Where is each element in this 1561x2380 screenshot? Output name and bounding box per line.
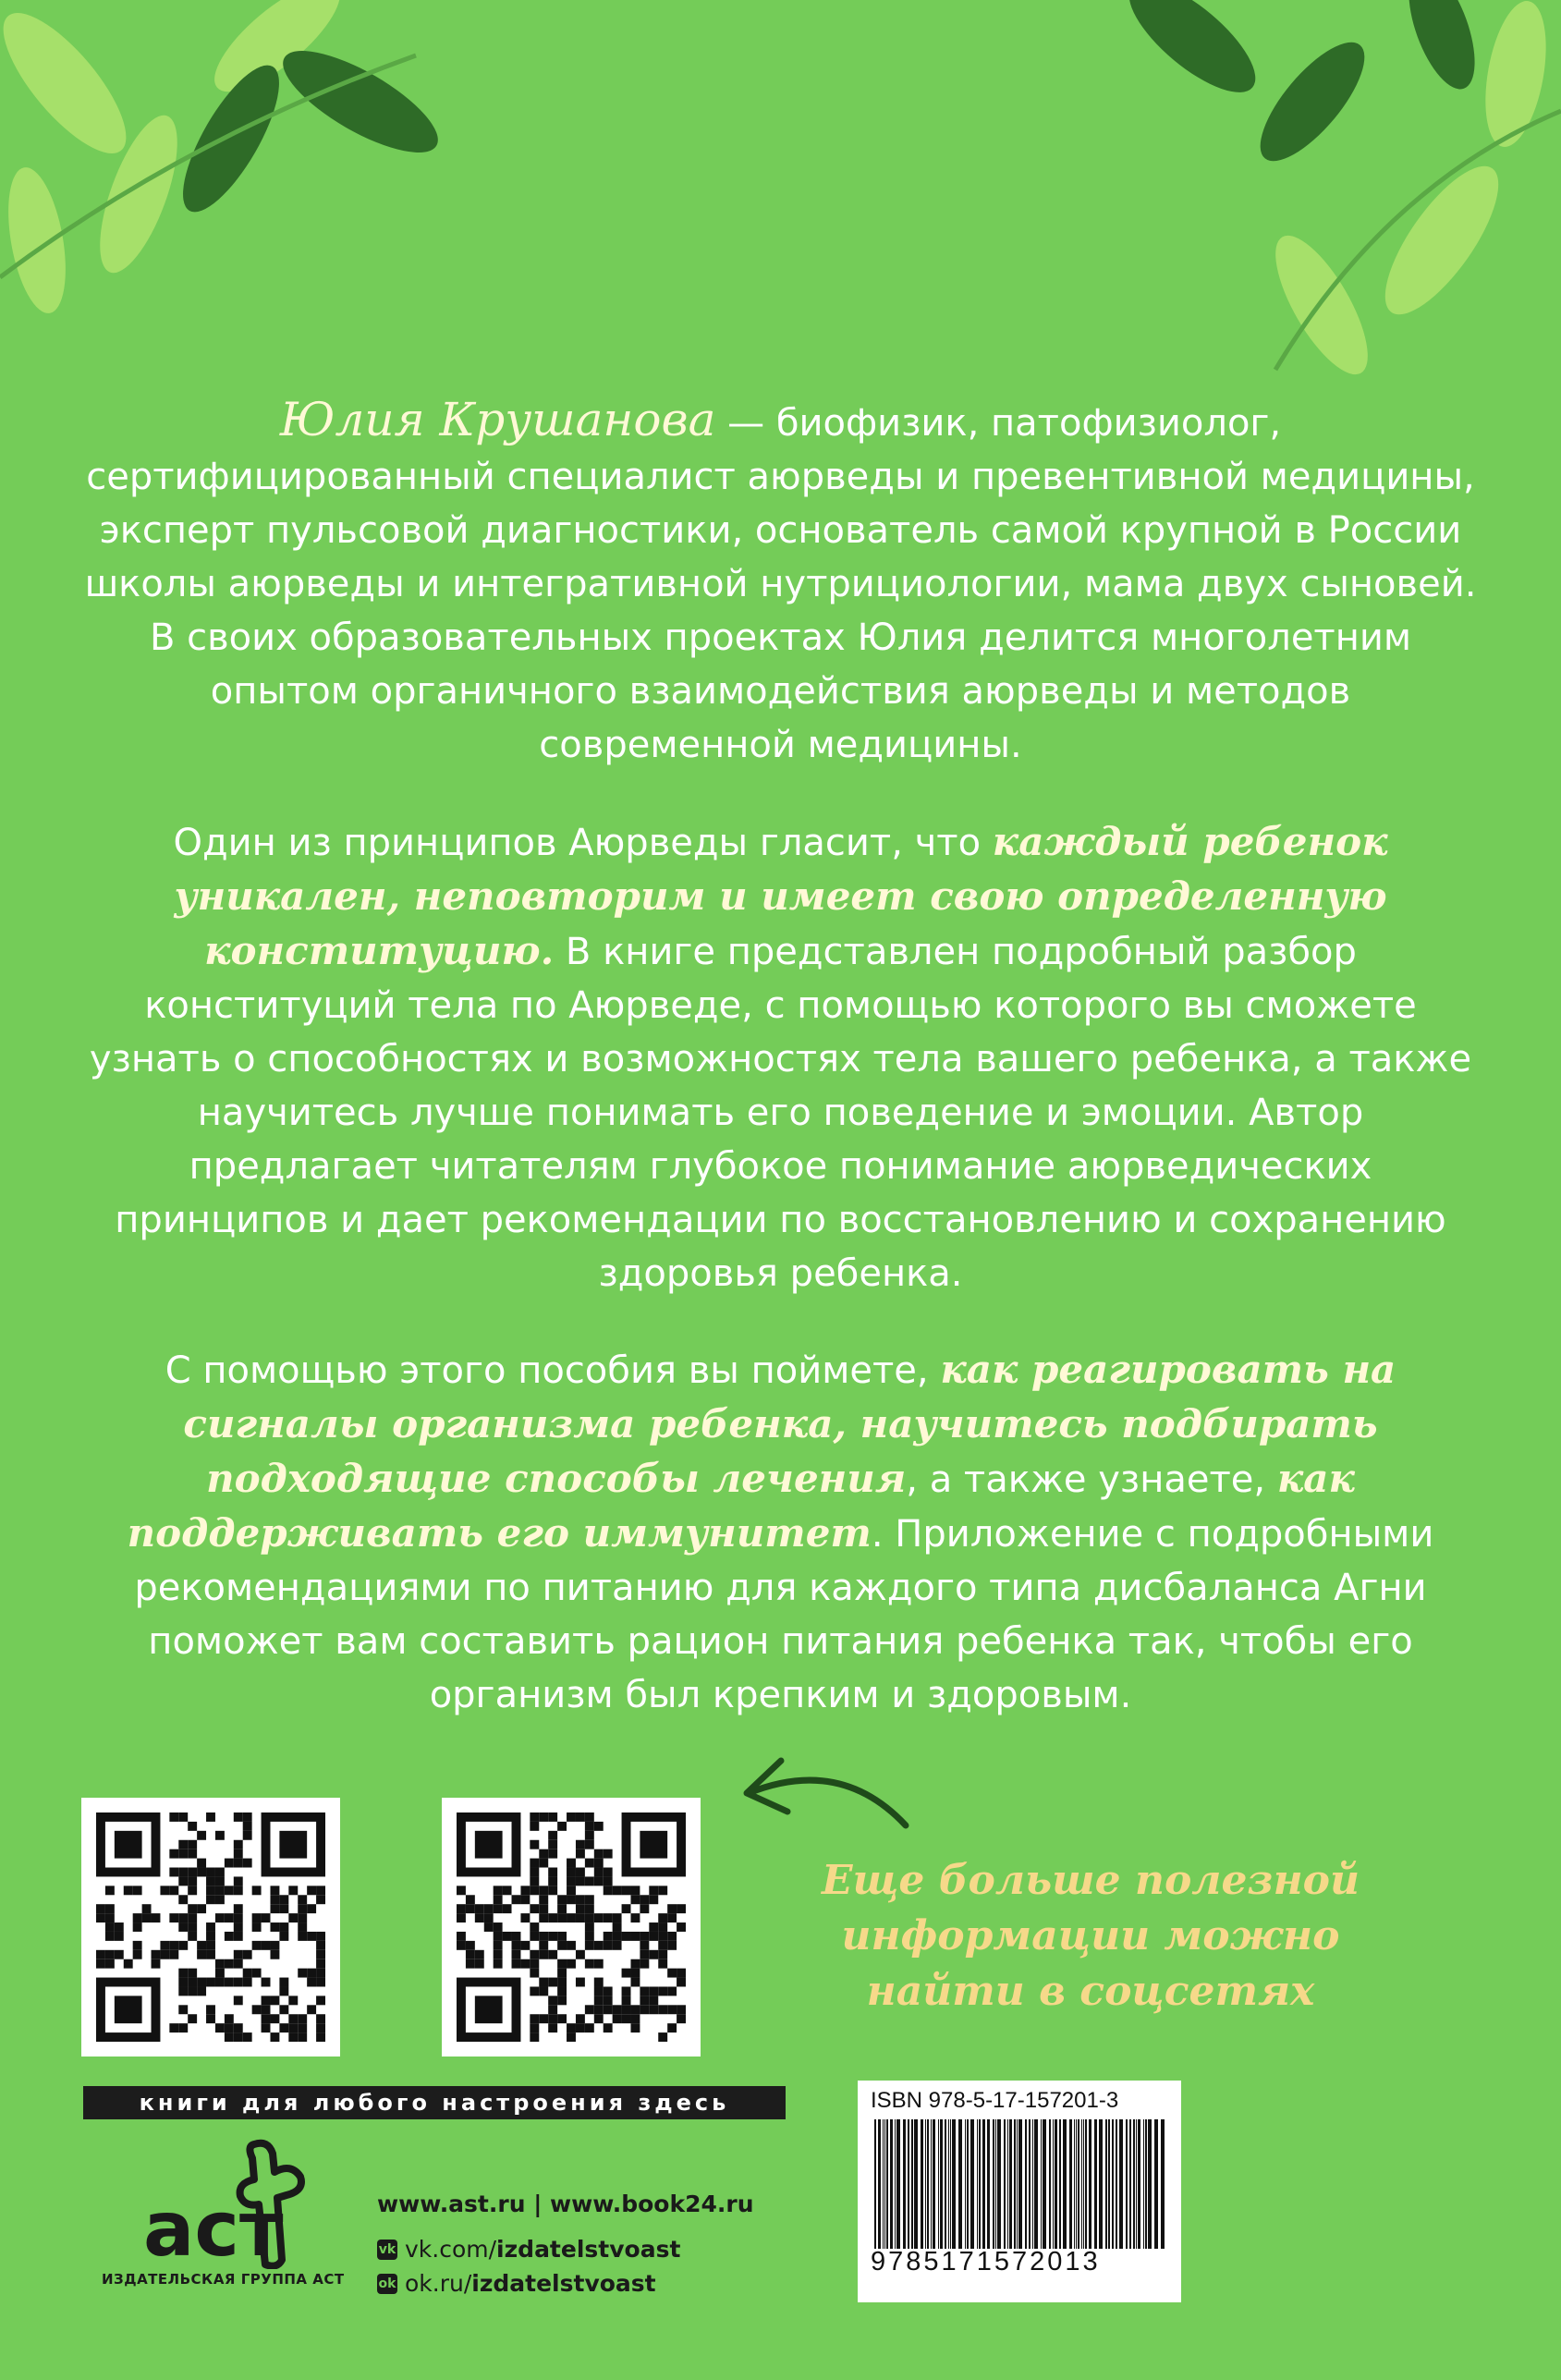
p3-highlight-1: как реагировать на сигналы организма ребенка, научитесь подбирать подходящие способы лечения	[183, 1347, 1396, 1501]
vk-link[interactable]	[377, 2236, 754, 2263]
p3-rest: . Приложение с подробными рекомендациями по питанию для каждого типа дисбаланса Агни поможет вам составить рацион питания ребенка так, чтобы его организм был крепким и здоровым.	[134, 1513, 1434, 1716]
barcode-box	[858, 2081, 1181, 2302]
qr-code-2[interactable]	[442, 1798, 701, 2057]
p2-rest: В книге представлен подробный разбор конституций тела по Аюрведе, с помощью которого вы сможете узнать о способностях и возможностях тела вашего ребенка, а также научитесь лучше понимать его поведение и эмоции. Автор предлагает читателям глубокое понимание аюрведических принципов и дает рекомендации по восстановлению и сохранению здоровья ребенка.	[89, 931, 1472, 1295]
publisher-links	[377, 2191, 754, 2304]
vk-prefix: vk.com/	[405, 2236, 497, 2263]
social-note: Еще больше полезной информации можно найти в соцсетях	[821, 1857, 1360, 2015]
constitution-paragraph	[83, 815, 1478, 1300]
publisher-caption: ИЗДАТЕЛЬСКАЯ ГРУППА АСТ	[102, 2271, 345, 2288]
qr-pattern-2	[457, 1812, 686, 2042]
p3-lead: С помощью этого пособия вы поймете,	[165, 1349, 941, 1392]
ok-handle: izdatelstvoast	[471, 2270, 656, 2297]
p2-lead: Один из принципов Аюрведы гласит, что	[173, 822, 993, 864]
slogan-banner: книги для любого настроения здесь	[83, 2086, 786, 2119]
author-bio-text: — биофизик, патофизиолог, сертифицированный специалист аюрведы и превентивной медицины, эксперт пульсовой диагностики, основатель самой крупной в России школы аюрведы и интегративной нутрициологии, мама двух сыновей. В своих образовательных проектах Юлия делится многолетним опытом органичного взаимодействия аюрведы и методов современной медицины.	[84, 402, 1477, 766]
p3-highlight-2: как поддерживать его иммунитет	[127, 1456, 1355, 1556]
arrow-left-icon	[730, 1738, 915, 1839]
benefits-paragraph	[83, 1343, 1478, 1722]
publisher-sites[interactable]: www.ast.ru | www.book24.ru	[377, 2191, 754, 2217]
qr-code-1[interactable]	[81, 1798, 340, 2057]
ean-number: 9785171572013	[871, 2247, 1101, 2276]
p2-highlight: каждый ребенок уникален, неповторим и имеет свою определенную конституцию.	[174, 819, 1388, 973]
author-name: Юлия Крушанова	[279, 393, 716, 446]
leaves-decoration	[0, 0, 1561, 444]
p3-mid: , а также узнаете,	[906, 1459, 1277, 1501]
vk-handle: izdatelstvoast	[496, 2236, 681, 2263]
ok-prefix: ok.ru/	[405, 2270, 472, 2297]
barcode-icon	[871, 2119, 1168, 2249]
author-bio-paragraph	[83, 393, 1478, 772]
ast-logo-icon	[106, 2135, 319, 2269]
ast-logo-text: аст	[143, 2186, 284, 2269]
ok-link[interactable]	[377, 2270, 754, 2297]
isbn-text: ISBN 978-5-17-157201-3	[871, 2088, 1119, 2113]
qr-pattern-1	[96, 1812, 325, 2042]
ok-icon: ok	[377, 2274, 397, 2294]
vk-icon: vk	[377, 2240, 397, 2260]
